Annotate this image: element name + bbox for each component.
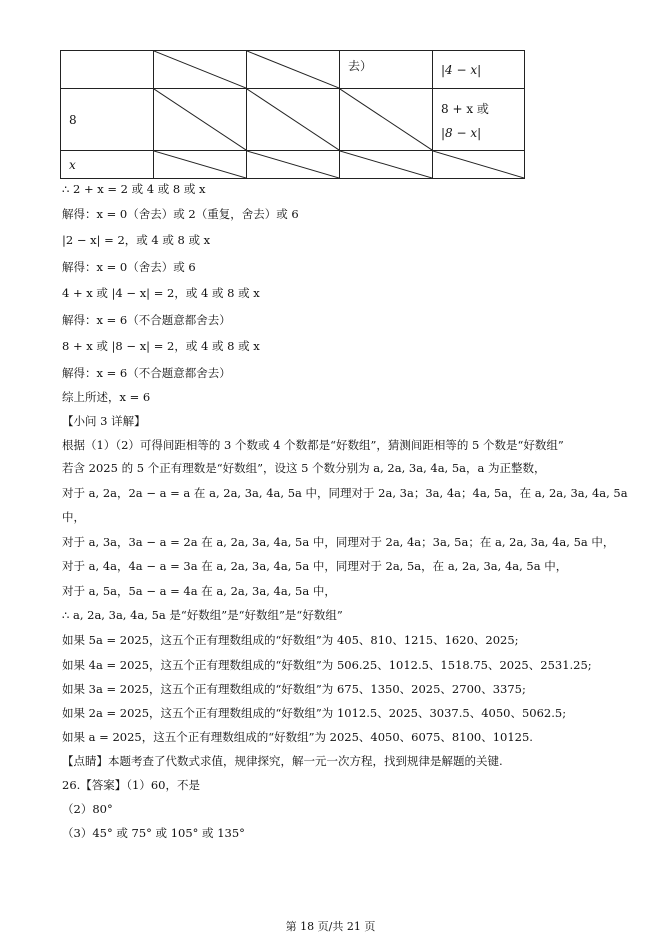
text-line: ∴ a, 2a, 3a, 4a, 5a 是“好数组”是“好数组”是“好数组” [62, 608, 343, 622]
text-line: 【点睛】本题考查了代数式求值，规律探究，解一元一次方程，找到规律是解题的关键. [62, 754, 503, 768]
table-cell-diagonal [154, 89, 247, 151]
text-line: 对于 a, 5a，5a − a = 4a 在 a, 2a, 3a, 4a, 5a 中， [62, 584, 336, 598]
text-line: 4 + x 或 |4 − x| = 2，或 4 或 8 或 x [62, 286, 260, 300]
text-line: ∴ 2 + x = 2 或 4 或 8 或 x [62, 182, 206, 196]
table-cell-text: 8 + x 或 [441, 101, 489, 116]
table-cell [433, 89, 525, 151]
table-cell-diagonal [340, 89, 433, 151]
table-cell-diagonal [247, 89, 340, 151]
table-cell-text: 去） [348, 59, 373, 73]
table-cell [340, 51, 433, 89]
table-cell-diagonal [247, 51, 340, 89]
table-cell-diagonal [340, 151, 433, 179]
text-line: 解得：x = 0（舍去）或 2（重复，舍去）或 6 [62, 207, 299, 221]
text-line: 对于 a, 3a，3a − a = 2a 在 a, 2a, 3a, 4a, 5a 中，同理对于 2a, 4a；3a, 5a；在 a, 2a, 3a, 4a, 5a 中， [62, 535, 615, 549]
text-line: 8 + x 或 |8 − x| = 2，或 4 或 8 或 x [62, 339, 260, 353]
table-cell-diagonal [433, 151, 525, 179]
text-line: 如果 3a = 2025，这五个正有理数组成的“好数组”为 675、1350、2025、2700、3375; [62, 682, 526, 696]
text-line: 对于 a, 4a，4a − a = 3a 在 a, 2a, 3a, 4a, 5a 中，同理对于 2a, 5a，在 a, 2a, 3a, 4a, 5a 中， [62, 559, 568, 573]
text-line: 对于 a, 2a，2a − a = a 在 a, 2a, 3a, 4a, 5a 中，同理对于 2a, 3a；3a, 4a；4a, 5a，在 a, 2a, 3a, 4a, 5a [62, 486, 628, 500]
text-line: 根据（1）（2）可得间距相等的 3 个数或 4 个数都是“好数组”，猜测间距相等的 5 个数是“好数组” [62, 438, 564, 452]
table-cell-text: x [69, 157, 76, 172]
table-cell-diagonal [154, 51, 247, 89]
table-cell-text: |8 − x| [441, 125, 482, 140]
table-cell [61, 89, 154, 151]
text-line: （2）80° [62, 802, 113, 816]
text-line: 如果 5a = 2025，这五个正有理数组成的“好数组”为 405、810、1215、1620、2025; [62, 633, 519, 647]
text-line: 中， [62, 510, 85, 524]
text-line: 综上所述，x = 6 [62, 390, 151, 404]
table-cell-text: 8 [69, 112, 77, 127]
table-row [61, 51, 525, 89]
table-cell-diagonal [247, 151, 340, 179]
table-cell [433, 51, 525, 89]
answer-table [60, 50, 525, 179]
text-line: 如果 a = 2025，这五个正有理数组成的“好数组”为 2025、4050、6075、8100、10125. [62, 730, 533, 744]
text-line: 解得：x = 0（舍去）或 6 [62, 260, 196, 274]
text-line: （3）45° 或 75° 或 105° 或 135° [62, 826, 245, 840]
table-cell [61, 51, 154, 89]
table-cell [61, 151, 154, 179]
table-cell-diagonal [154, 151, 247, 179]
text-line: 若含 2025 的 5 个正有理数是“好数组”，设这 5 个数分别为 a, 2a, 3a, 4a, 5a，a 为正整数， [62, 461, 546, 475]
text-line: 解得：x = 6（不合题意都舍去） [62, 313, 231, 327]
text-line: 如果 4a = 2025，这五个正有理数组成的“好数组”为 506.25、1012.5、1518.75、2025、2531.25; [62, 658, 592, 672]
page-footer: 第 18 页/共 21 页 [285, 920, 376, 933]
answer-heading: 26.【答案】（1）60，不是 [62, 778, 200, 792]
table-row [61, 89, 525, 151]
section-heading: 【小问 3 详解】 [62, 414, 146, 428]
text-line: 如果 2a = 2025，这五个正有理数组成的“好数组”为 1012.5、2025、3037.5、4050、5062.5; [62, 706, 567, 720]
text-line: 解得：x = 6（不合题意都舍去） [62, 366, 231, 380]
table-cell-text: |4 − x| [441, 62, 482, 77]
text-line: |2 − x| = 2，或 4 或 8 或 x [62, 233, 211, 247]
table-row [61, 151, 525, 179]
